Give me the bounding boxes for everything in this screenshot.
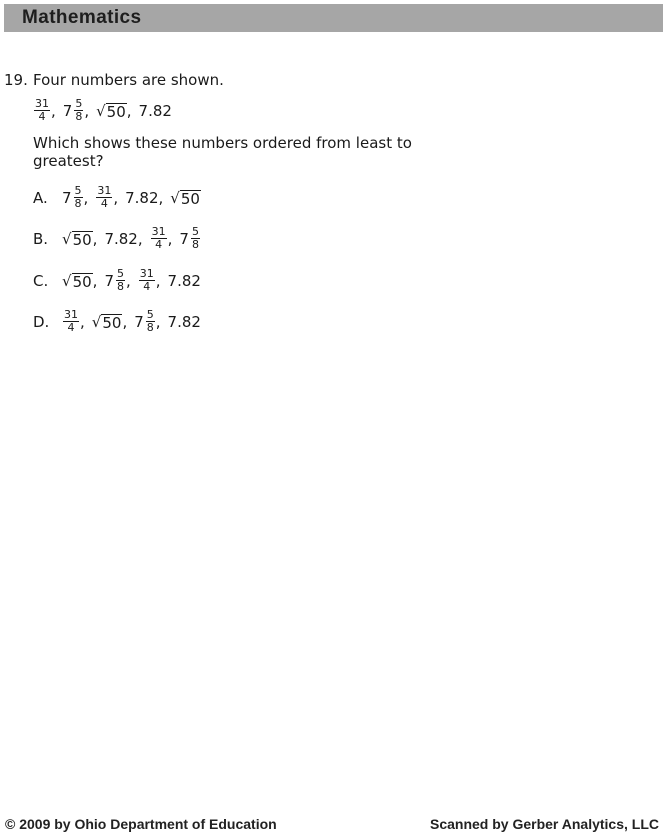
- option-d[interactable]: $\frac{31}{4}$ , √ 50 , 7 $\frac{5}{8}$ , 7.82: [64, 308, 201, 334]
- option-b[interactable]: √ 50 , 7.82 , $\frac{31}{4}$ , 7 $\frac{5}{8}$: [62, 225, 199, 251]
- option-a[interactable]: 7 $\frac{5}{8}$ , $\frac{31}{4}$ , 7.82 , √ 50: [62, 184, 200, 210]
- math-term: 7.82: [104, 229, 138, 248]
- fraction: $\frac{5}{8}$: [75, 97, 83, 123]
- fraction: $\frac{31}{4}$: [97, 184, 112, 210]
- square-root: √ 50: [62, 271, 92, 291]
- header-bar: [4, 4, 663, 32]
- square-root: √ 50: [96, 101, 126, 121]
- given-numbers: $\frac{31}{4}$ , 7 $\frac{5}{8}$ , √ 50 , 7.82: [35, 97, 172, 123]
- math-term: [95, 185, 113, 210]
- math-term: [170, 188, 201, 208]
- option-c[interactable]: √ 50 , 7 $\frac{5}{8}$ , $\frac{31}{4}$ , 7.82: [62, 267, 201, 293]
- math-term: 7 $\frac{5}{8}$: [179, 225, 199, 251]
- question-number: 19.: [4, 71, 28, 89]
- square-root: √ 50: [170, 188, 200, 208]
- square-root: √ 50: [62, 229, 92, 249]
- math-term: [62, 229, 93, 249]
- option-letter[interactable]: D.: [33, 313, 50, 331]
- option-letter[interactable]: A.: [33, 189, 48, 207]
- fraction: $\frac{5}{8}$: [74, 184, 82, 210]
- math-term: [92, 312, 123, 332]
- math-term: [62, 309, 80, 334]
- option-letter[interactable]: C.: [33, 272, 49, 290]
- math-term: 7.82: [125, 188, 159, 207]
- math-term: 7 $\frac{5}{8}$: [104, 267, 124, 293]
- fraction: $\frac{31}{4}$: [151, 225, 166, 251]
- copyright-footer: © 2009 by Ohio Department of Education: [5, 816, 277, 832]
- math-term: 7 $\frac{5}{8}$: [62, 184, 82, 210]
- scan-credit-footer: Scanned by Gerber Analytics, LLC: [430, 816, 659, 832]
- math-term: [138, 268, 156, 293]
- question-prompt: Four numbers are shown.: [33, 71, 224, 89]
- question-text: Which shows these numbers ordered from least to greatest?: [33, 134, 412, 170]
- math-term: 7.82: [167, 312, 201, 331]
- fraction: $\frac{5}{8}$: [191, 225, 199, 251]
- option-letter[interactable]: B.: [33, 230, 49, 248]
- fraction: $\frac{31}{4}$: [139, 267, 154, 293]
- math-term: 7.82: [167, 271, 201, 290]
- math-term: 7 $\frac{5}{8}$: [134, 308, 154, 334]
- fraction: $\frac{5}{8}$: [146, 308, 154, 334]
- fraction: $\frac{31}{4}$: [64, 308, 78, 334]
- page-title: Mathematics: [22, 7, 142, 28]
- math-term: [150, 226, 168, 251]
- fraction: $\frac{5}{8}$: [116, 267, 124, 293]
- fraction: $\frac{31}{4}$: [35, 97, 49, 123]
- square-root: √ 50: [91, 312, 122, 332]
- math-term: [62, 271, 93, 291]
